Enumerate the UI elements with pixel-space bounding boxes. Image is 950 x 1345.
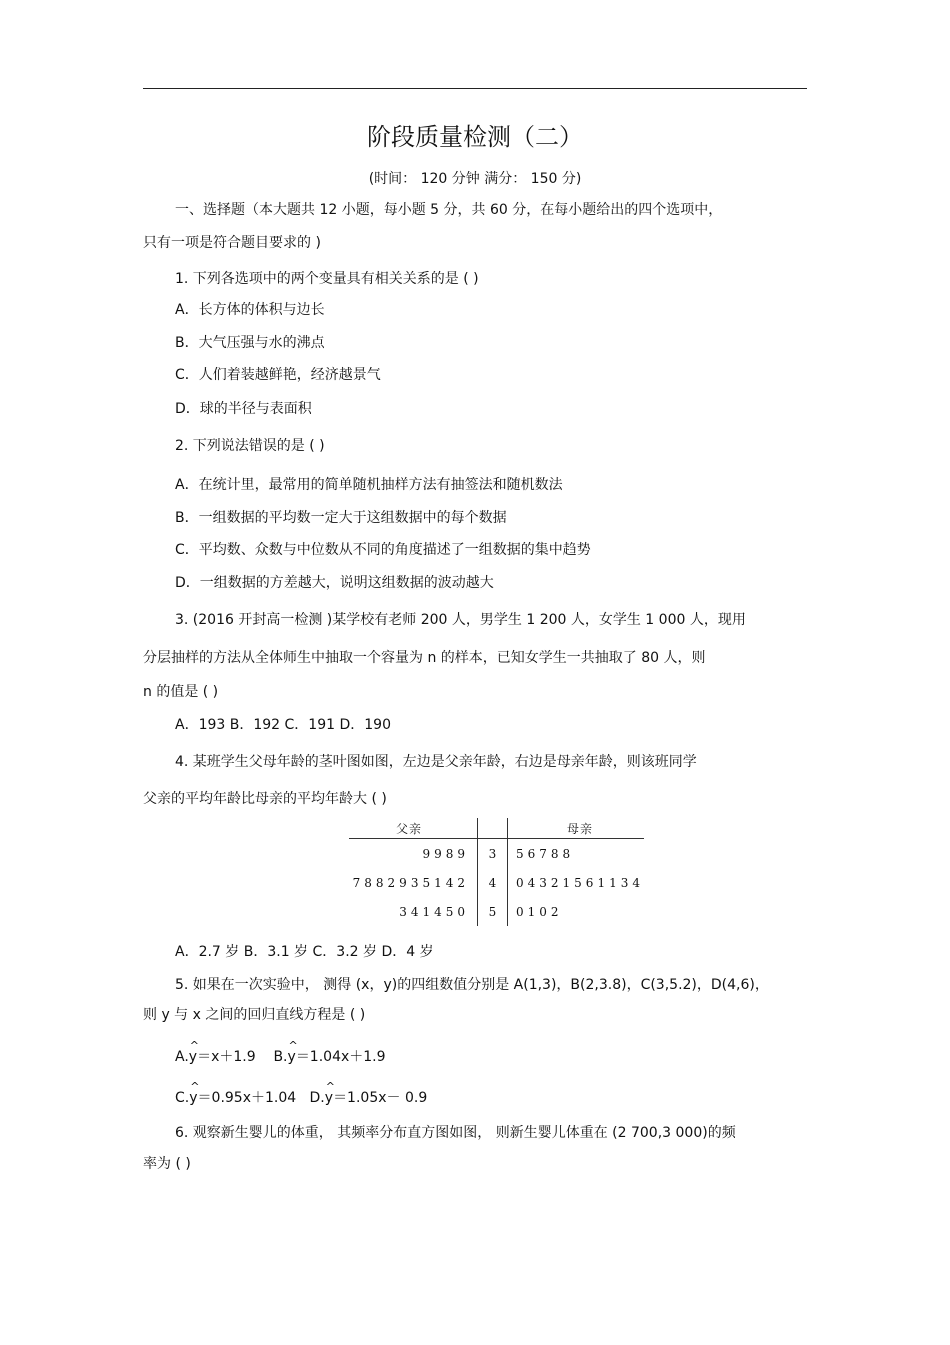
- section-heading: 一、选择题（本大题共 12 小题，每小题 5 分，共 60 分，在每小题给出的四个选项中，: [175, 202, 723, 218]
- y-hat: ^ y: [189, 1048, 197, 1066]
- option-expr: ＝1.05x－ 0.9: [333, 1090, 428, 1106]
- option-expr: ＝x＋1.9: [197, 1049, 256, 1065]
- question-4-cont: 父亲的平均年龄比母亲的平均年龄大 ( ): [143, 791, 387, 807]
- option-label: D.: [309, 1090, 325, 1106]
- option: A．在统计里，最常用的简单随机抽样方法有抽签法和随机数法: [175, 477, 563, 493]
- option: [175, 1048, 386, 1066]
- question-3-cont: 分层抽样的方法从全体师生中抽取一个容量为 n 的样本，已知女学生一共抽取了 80 人，则: [143, 650, 706, 666]
- section-heading-cont: 只有一项是符合题目要求的 ): [143, 235, 321, 251]
- father-leaves: 9989: [422, 846, 469, 861]
- mother-leaves: 56788: [516, 846, 575, 861]
- stem: 5: [478, 897, 508, 926]
- option: [175, 1089, 427, 1107]
- question-3: 3. (2016 开封高一检测 )某学校有老师 200 人，男学生 1 200 人，女学生 1 000 人，现用: [175, 612, 746, 628]
- option: C．平均数、众数与中位数从不同的角度描述了一组数据的集中趋势: [175, 542, 591, 558]
- option: B．一组数据的平均数一定大于这组数据中的每个数据: [175, 510, 507, 526]
- option-label: A.: [175, 1049, 189, 1065]
- option-expr: ＝0.95x＋1.04: [197, 1090, 297, 1106]
- exam-info: (时间： 120 分钟 满分： 150 分): [368, 171, 582, 187]
- stem-leaf-table: [349, 818, 644, 926]
- y-hat: ^ y: [189, 1089, 197, 1107]
- option-label: C.: [175, 1090, 190, 1106]
- stem: 4: [478, 868, 508, 897]
- option-expr: ＝1.04x＋1.9: [295, 1049, 386, 1065]
- y-hat: ^ y: [325, 1089, 333, 1107]
- options-row: A．193 B．192 C．191 D．190: [175, 717, 391, 733]
- page-title: 阶段质量检测（二）: [367, 123, 583, 151]
- option-label: B.: [273, 1049, 288, 1065]
- option: D．一组数据的方差越大，说明这组数据的波动越大: [175, 575, 494, 591]
- option: D．球的半径与表面积: [175, 401, 312, 417]
- y-hat: ^ y: [288, 1048, 296, 1066]
- option: A．长方体的体积与边长: [175, 302, 325, 318]
- question-5-cont: 则 y 与 x 之间的回归直线方程是 ( ): [143, 1007, 366, 1023]
- question-6-cont: 率为 ( ): [143, 1156, 191, 1172]
- stem: 3: [478, 839, 508, 869]
- right-header: 母亲: [508, 818, 645, 839]
- father-leaves: 7882935142: [352, 875, 469, 890]
- option: B．大气压强与水的沸点: [175, 335, 325, 351]
- stem-header: [478, 818, 508, 839]
- question-1: 1. 下列各选项中的两个变量具有相关关系的是 ( ): [175, 271, 479, 287]
- option: C．人们着装越鲜艳，经济越景气: [175, 367, 381, 383]
- father-leaves: 341450: [399, 904, 469, 919]
- question-4: 4. 某班学生父母年龄的茎叶图如图，左边是父亲年龄，右边是母亲年龄，则该班同学: [175, 754, 697, 770]
- options-row: A．2.7 岁 B．3.1 岁 C．3.2 岁 D．4 岁: [175, 944, 434, 960]
- question-3-cont: n 的值是 ( ): [143, 684, 219, 700]
- question-5: 5. 如果在一次实验中， 测得 (x，y)的四组数值分别是 A(1,3)，B(2,3.8)，C(3,5.2)，D(4,6)，: [175, 977, 769, 993]
- left-header: 父亲: [349, 818, 478, 839]
- mother-leaves: 04321561134: [516, 875, 644, 890]
- mother-leaves: 0102: [516, 904, 563, 919]
- header-rule: [143, 88, 807, 89]
- question-2: 2. 下列说法错误的是 ( ): [175, 438, 325, 454]
- question-6: 6. 观察新生婴儿的体重， 其频率分布直方图如图， 则新生婴儿体重在 (2 700,3 000)的频: [175, 1125, 736, 1141]
